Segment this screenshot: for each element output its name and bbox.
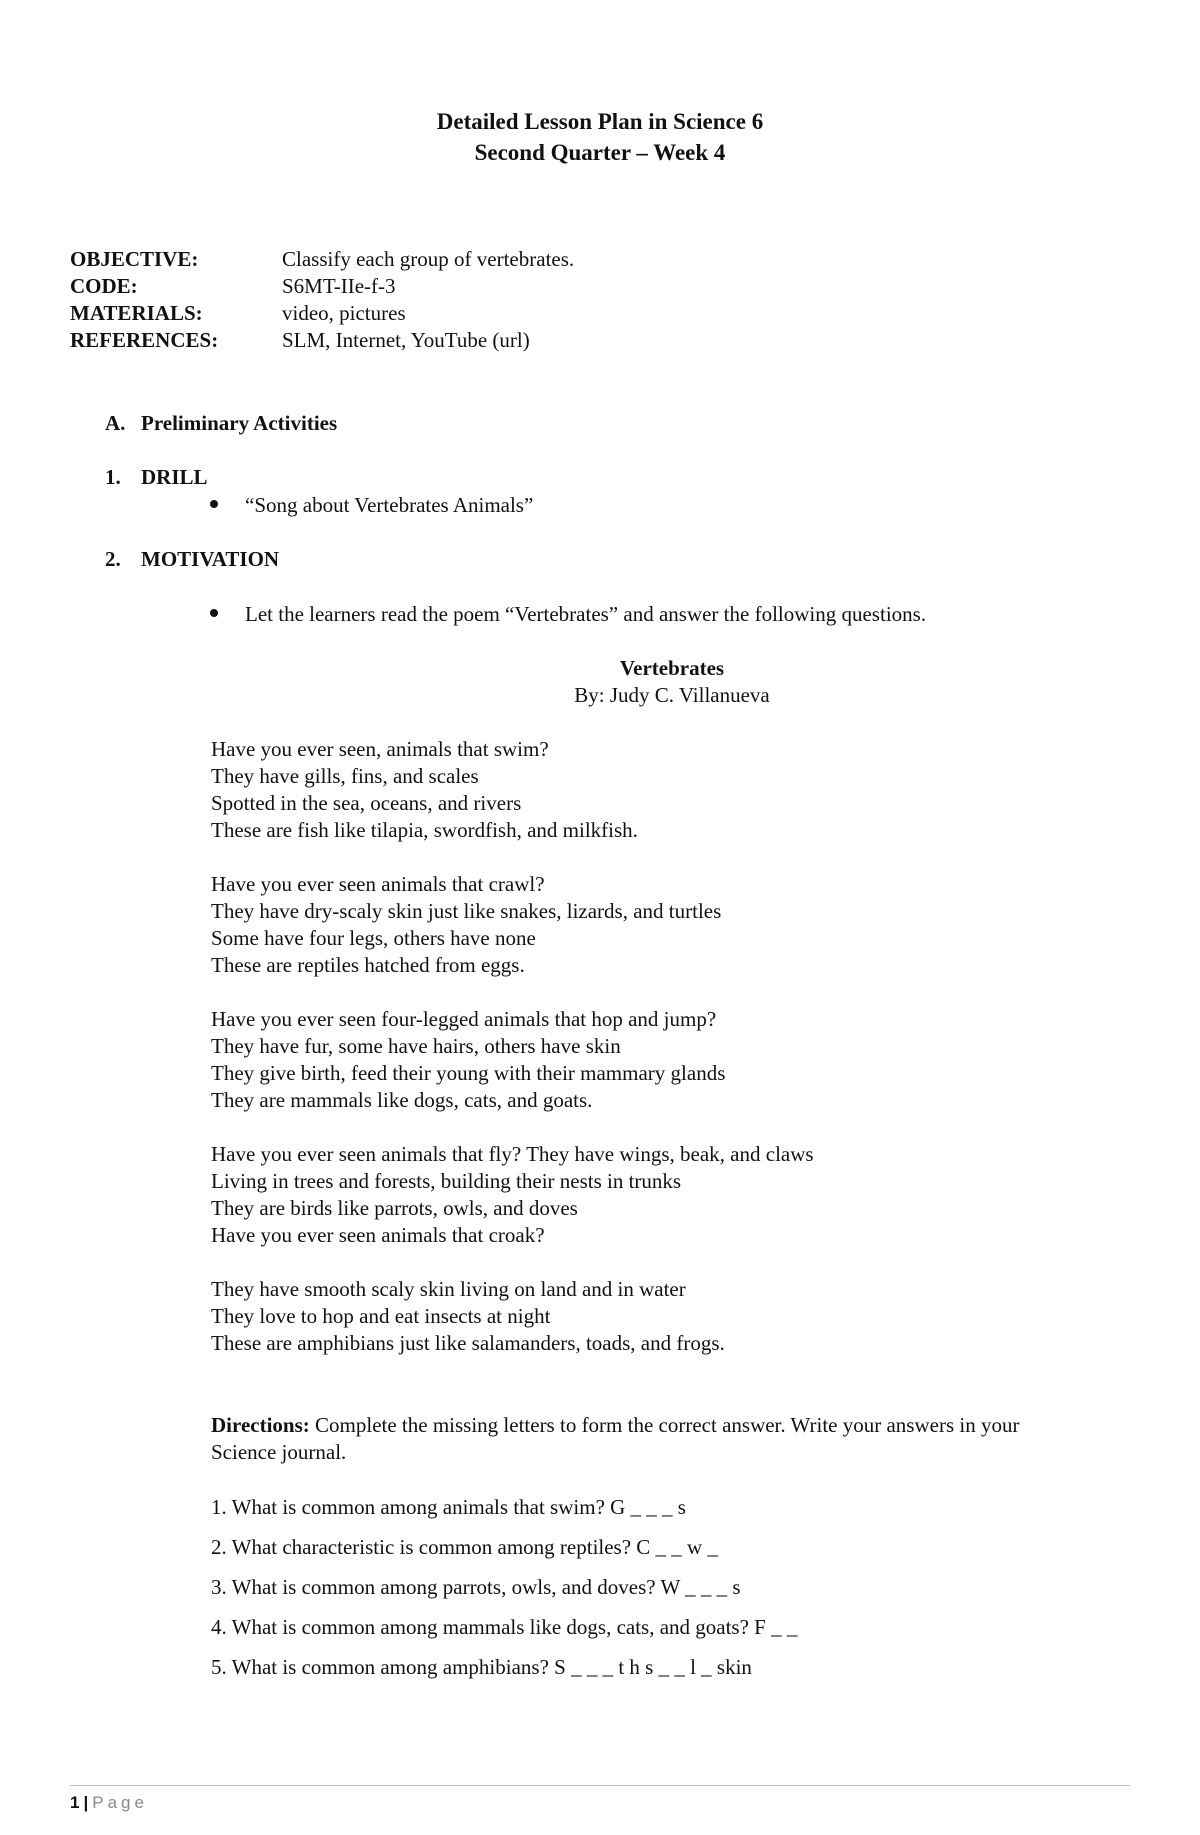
motivation-marker: 2. xyxy=(105,547,121,571)
poem-line: Have you ever seen, animals that swim? xyxy=(211,737,549,761)
poem-author: By: Judy C. Villanueva xyxy=(574,683,770,707)
meta-label: MATERIALS: xyxy=(70,301,203,325)
page-label: Page xyxy=(92,1793,148,1812)
poem-line: Have you ever seen animals that fly? They have wings, beak, and claws xyxy=(211,1142,814,1166)
motivation-title: MOTIVATION xyxy=(141,547,280,571)
poem-line: Have you ever seen animals that crawl? xyxy=(211,872,545,896)
section-a-marker: A. xyxy=(105,411,126,435)
stanza-gap xyxy=(211,1114,814,1141)
meta-row-references xyxy=(70,327,970,354)
poem-stanza xyxy=(211,736,814,844)
poem-line: They have gills, fins, and scales xyxy=(211,764,479,788)
drill-marker: 1. xyxy=(105,465,121,489)
meta-value: SLM, Internet, YouTube (url) xyxy=(282,328,530,352)
meta-row-objective xyxy=(70,246,970,273)
poem-line: Spotted in the sea, oceans, and rivers xyxy=(211,791,522,815)
poem-stanza xyxy=(211,1276,814,1357)
poem-stanza xyxy=(211,1006,814,1114)
question-item: 2. What characteristic is common among reptiles? C _ _ w _ xyxy=(211,1535,718,1559)
poem-line: They have smooth scaly skin living on land and in water xyxy=(211,1277,686,1301)
page-title: Detailed Lesson Plan in Science 6 xyxy=(436,109,764,134)
meta-label: REFERENCES: xyxy=(70,328,219,352)
meta-label: CODE: xyxy=(70,274,138,298)
question-item: 3. What is common among parrots, owls, and doves? W _ _ _ s xyxy=(211,1575,741,1599)
poem-line: They are mammals like dogs, cats, and goats. xyxy=(211,1088,593,1112)
poem-line: Some have four legs, others have none xyxy=(211,926,536,950)
meta-row-materials xyxy=(70,300,970,327)
drill-title: DRILL xyxy=(141,465,208,489)
bullet-icon xyxy=(210,500,218,508)
poem-line: These are reptiles hatched from eggs. xyxy=(211,953,525,977)
poem-line: They are birds like parrots, owls, and doves xyxy=(211,1196,578,1220)
meta-value: Classify each group of vertebrates. xyxy=(282,247,575,271)
directions-label: Directions: xyxy=(211,1413,310,1437)
meta-label: OBJECTIVE: xyxy=(70,247,199,271)
poem-line: Have you ever seen four-legged animals that hop and jump? xyxy=(211,1007,717,1031)
stanza-gap xyxy=(211,979,814,1006)
question-item: 4. What is common among mammals like dogs, cats, and goats? F _ _ xyxy=(211,1615,798,1639)
poem-stanza xyxy=(211,871,814,979)
footer-separator: | xyxy=(83,1793,89,1812)
meta-value: S6MT-IIe-f-3 xyxy=(282,274,396,298)
question-list xyxy=(211,1494,797,1694)
question-item: 5. What is common among amphibians? S _ _ _ t h s _ _ l _ skin xyxy=(211,1655,752,1679)
poem-body xyxy=(211,736,814,1357)
directions-line-2: Science journal. xyxy=(211,1440,347,1464)
lesson-meta xyxy=(70,246,970,354)
question-item: 1. What is common among animals that swim? G _ _ _ s xyxy=(211,1495,686,1519)
drill-bullet-text: “Song about Vertebrates Animals” xyxy=(245,493,534,517)
poem-line: They have dry-scaly skin just like snakes, lizards, and turtles xyxy=(211,899,722,923)
motivation-bullet-text: Let the learners read the poem “Vertebrates” and answer the following questions. xyxy=(245,602,927,626)
stanza-gap xyxy=(211,1249,814,1276)
poem-stanza xyxy=(211,1141,814,1249)
poem-line: They have fur, some have hairs, others have skin xyxy=(211,1034,621,1058)
meta-row-code xyxy=(70,273,970,300)
bullet-icon xyxy=(210,609,218,617)
page-number: 1 xyxy=(70,1793,80,1812)
poem-line: These are amphibians just like salamanders, toads, and frogs. xyxy=(211,1331,725,1355)
poem-line: These are fish like tilapia, swordfish, and milkfish. xyxy=(211,818,638,842)
meta-value: video, pictures xyxy=(282,301,406,325)
stanza-gap xyxy=(211,844,814,871)
page-footer xyxy=(70,1792,148,1814)
title-block xyxy=(0,106,1200,168)
directions-line-1 xyxy=(211,1412,1151,1439)
footer-divider xyxy=(70,1785,1130,1786)
section-a-title: Preliminary Activities xyxy=(141,411,338,435)
directions xyxy=(211,1412,1151,1466)
poem-line: They love to hop and eat insects at night xyxy=(211,1304,551,1328)
directions-text: Complete the missing letters to form the correct answer. Write your answers in your xyxy=(315,1413,1020,1437)
poem-line: They give birth, feed their young with their mammary glands xyxy=(211,1061,726,1085)
poem-title: Vertebrates xyxy=(619,656,725,680)
page-subtitle: Second Quarter – Week 4 xyxy=(474,140,726,165)
poem-line: Living in trees and forests, building their nests in trunks xyxy=(211,1169,682,1193)
poem-line: Have you ever seen animals that croak? xyxy=(211,1223,545,1247)
